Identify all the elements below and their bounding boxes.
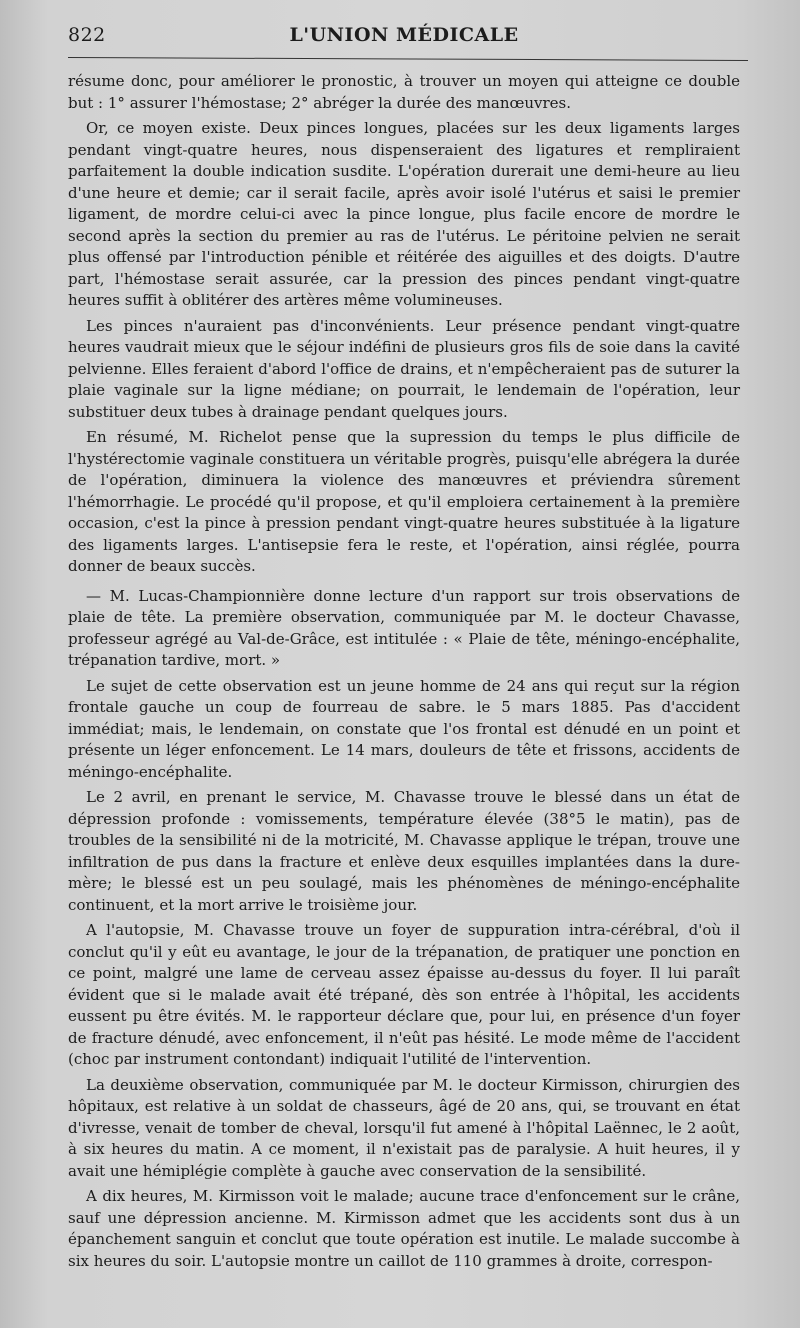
body-text bbox=[68, 71, 740, 1276]
paragraph: A dix heures, M. Kirmisson voit le malade; aucune trace d'enfoncement sur le crâne, sauf une dépression ancienne. M. Kirmisson admet que les accidents sont dus à un épanchement sanguin et conclut que toute opération est inutile. Le malade succombe à six heures du soir. L'autopsie montre un caillot de 110 grammes à droite, correspon- bbox=[68, 1187, 740, 1270]
paragraph: A l'autopsie, M. Chavasse trouve un foyer de suppuration intra-cérébral, d'où il conclut qu'il y eût eu avantage, le jour de la trépanation, de pratiquer une ponction en ce point, malgré une lame de cerveau assez épaisse au-dessus du foyer. Il lui paraît évident que si le malade avait été trépané, dès son entrée à l'hôpital, les accidents eussent pu être évités. M. le rapporteur déclare que, pour lui, en présence d'un foyer de fracture dénudé, avec enfoncement, il n'eût pas hésité. Le mode même de l'accident (choc par instrument contondant) indiquait l'utilité de l'intervention. bbox=[68, 921, 740, 1068]
paragraph: résume donc, pour améliorer le pronostic, à trouver un moyen qui atteigne ce double but : 1° assurer l'hémostase; 2° abréger la durée des manœuvres. bbox=[68, 72, 740, 112]
paragraph: Le 2 avril, en prenant le service, M. Chavasse trouve le blessé dans un état de dépression profonde : vomissements, température élevée (38°5 le matin), pas de troubles de la sensibilité ni de la motricité, M. Chavasse applique le trépan, trouve une infiltration de pus dans la fracture et enlève deux esquilles implantées dans la dure-mère; le blessé est un peu soulagé, mais les phénomènes de méningo-encéphalite continuent, et la mort arrive le troisième jour. bbox=[68, 788, 740, 914]
page-number: 822 bbox=[68, 24, 106, 46]
running-title: L'UNION MÉDICALE bbox=[289, 24, 519, 46]
paragraph: La deuxième observation, communiquée par M. le docteur Kirmisson, chirurgien des hôpitaux, est relative à un soldat de chasseurs, âgé de 20 ans, qui, se trouvant en état d'ivresse, venait de tomber de cheval, lorsqu'il fut amené à l'hôpital Laënnec, le 2 août, à six heures du matin. A ce moment, il n'existait pas de paralysie. A huit heures, il y avait une hémiplégie complète à gauche avec conservation de la sensibilité. bbox=[68, 1075, 740, 1180]
page-header bbox=[68, 20, 740, 50]
paragraph: En résumé, M. Richelot pense que la supression du temps le plus difficile de l'hystérectomie vaginale constituera un véritable progrès, puisqu'elle abrégera la durée de l'opération, diminuera la violence des manœuvres et préviendra sûrement l'hémorrhagie. Le procédé qu'il propose, et qu'il emploiera certainement à la première occasion, c'est la pince à pression pendant vingt-quatre heures substituée à la ligature des ligaments larges. L'antisepsie fera le reste, et l'opération, ainsi réglée, pourra donner de beaux succès. bbox=[68, 428, 740, 575]
header-rule bbox=[68, 57, 748, 61]
paragraph: Le sujet de cette observation est un jeune homme de 24 ans qui reçut sur la région frontale gauche un coup de fourreau de sabre. le 5 mars 1885. Pas d'accident immédiat; mais, le lendemain, on constate que l'os frontal est dénudé en un point et présente un léger enfoncement. Le 14 mars, douleurs de tête et frissons, accidents de méningo-encéphalite. bbox=[68, 676, 740, 781]
paragraph: Les pinces n'auraient pas d'inconvénients. Leur présence pendant vingt-quatre heures vaudrait mieux que le séjour indéfini de plusieurs gros fils de soie dans la cavité pelvienne. Elles feraient d'abord l'office de drains, et n'empêcheraient pas de suturer la plaie vaginale sur la ligne médiane; on pourrait, le lendemain de l'opération, leur substituer deux tubes à drainage pendant quelques jours. bbox=[68, 316, 740, 421]
paragraph: Or, ce moyen existe. Deux pinces longues, placées sur les deux ligaments larges pendant vingt-quatre heures, nous dispenseraient des ligatures et rempliraient parfaitement la double indication susdite. L'opération durerait une demi-heure au lieu d'une heure et demie; car il serait facile, après avoir isolé l'utérus et saisi le premier ligament, de mordre celui-ci avec la pince longue, plus facile encore de mordre le second après la section du premier au ras de l'utérus. Le péritoine pelvien ne serait plus offensé par l'introduction pénible et réitérée des aiguilles et des doigts. D'autre part, l'hémostase serait assurée, car la pression des pinces pendant vingt-quatre heures suffit à oblitérer des artères même volumineuses. bbox=[68, 119, 740, 309]
paragraph: — M. Lucas-Championnière donne lecture d'un rapport sur trois observations de plaie de tête. La première observation, communiquée par M. le docteur Chavasse, professeur agrégé au Val-de-Grâce, est intitulée : « Plaie de tête, méningo-encéphalite, trépanation tardive, mort. » bbox=[68, 586, 740, 669]
